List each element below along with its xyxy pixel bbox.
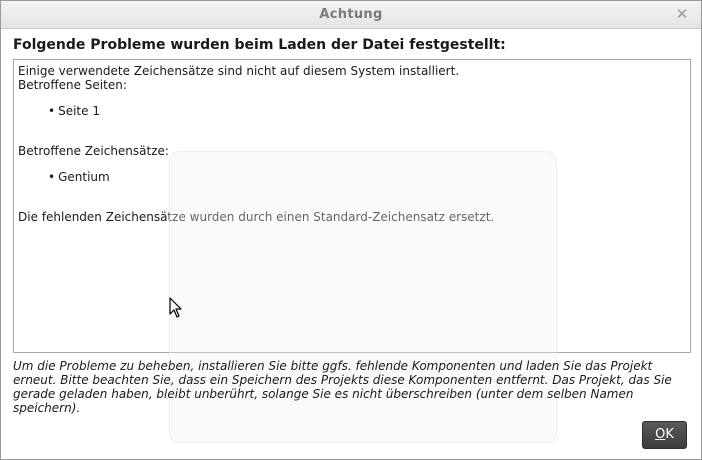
- intro-text: Einige verwendete Zeichensätze sind nicht auf diesem System installiert.: [18, 64, 460, 78]
- mouse-pointer-icon: [169, 297, 183, 319]
- conclusion-text: Die fehlenden Zeichensätze wurden durch einen Standard-Zeichensatz ersetzt.: [18, 210, 495, 224]
- dialog-heading: Folgende Probleme wurden beim Laden der Datei festgestellt:: [13, 37, 506, 53]
- pages-list: [48, 104, 686, 118]
- ok-label-rest: K: [665, 427, 674, 442]
- close-icon[interactable]: ✕: [675, 5, 689, 23]
- list-item: • Seite 1: [48, 104, 686, 118]
- title-bar[interactable]: [1, 1, 701, 29]
- pages-label: Betroffene Seiten:: [18, 78, 127, 92]
- ok-mnemonic: O: [655, 427, 666, 442]
- list-item: • Gentium: [48, 170, 686, 184]
- ok-button[interactable]: [642, 421, 687, 449]
- hint-text: Um die Probleme zu beheben, installieren Sie bitte ggfs. fehlende Komponenten und laden Sie das Projekt erneut. Bitte beachten Sie, dass ein Speichern des Projekts diese Komponenten entfernt. Das Projekt, das Sie gerade geladen haben, bleibt unberührt, solange Sie es nicht überschreiben (unter dem selben Namen speichern).: [13, 359, 672, 415]
- fonts-label: Betroffene Zeichensätze:: [18, 144, 169, 158]
- window-title: Achtung: [319, 7, 383, 22]
